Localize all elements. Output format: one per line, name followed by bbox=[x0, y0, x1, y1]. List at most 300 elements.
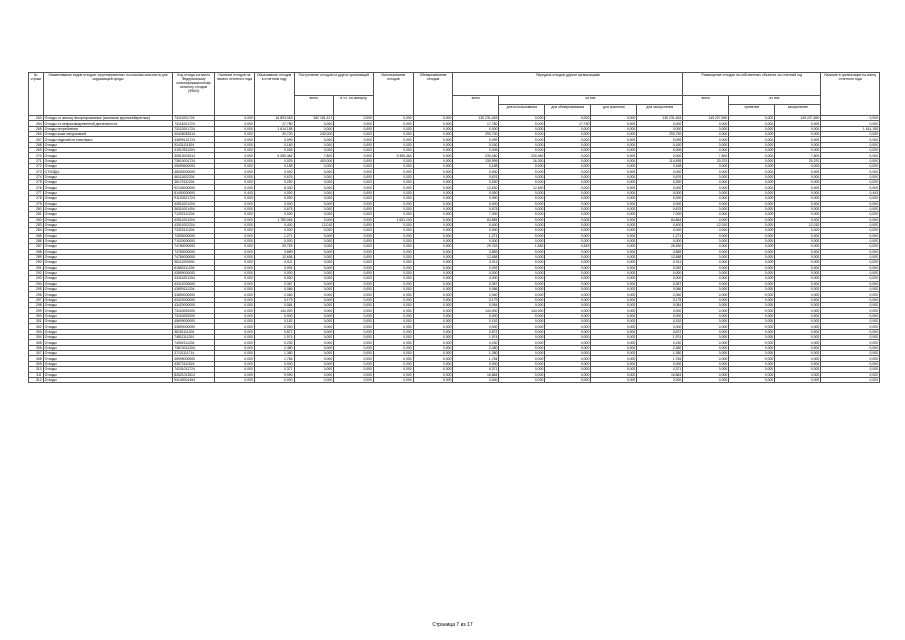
row-value-cell: 0,000 bbox=[413, 319, 453, 324]
row-value-cell: 0,000 bbox=[373, 132, 413, 137]
row-value-cell: 0,000 bbox=[215, 238, 255, 243]
row-value-cell: 0,000 bbox=[729, 137, 775, 142]
row-value-cell: 0,000 bbox=[637, 238, 683, 243]
row-fkko-code: 74592111204 bbox=[173, 340, 215, 345]
row-value-cell: 1 614,155 bbox=[821, 126, 880, 131]
row-value-cell: 0,000 bbox=[821, 367, 880, 372]
row-value-cell: 0,000 bbox=[334, 222, 374, 227]
row-value-cell: 0,000 bbox=[294, 372, 334, 377]
row-fkko-code: 43899000000 bbox=[173, 270, 215, 275]
row-value-cell: 262 151,317 bbox=[294, 116, 334, 121]
row-value-cell: 0,000 bbox=[254, 228, 294, 233]
row-value-cell: 3,889 bbox=[453, 249, 499, 254]
row-fkko-code: 92431111524 bbox=[173, 142, 215, 147]
row-value-cell: 144,000 bbox=[499, 308, 545, 313]
row-value-cell: 0,000 bbox=[294, 281, 334, 286]
row-value-cell: 0,000 bbox=[591, 137, 637, 142]
row-value-cell: 0,000 bbox=[294, 303, 334, 308]
row-value-cell: 0,000 bbox=[545, 329, 591, 334]
row-value-cell: 0,000 bbox=[729, 185, 775, 190]
row-waste-name: Отходы bbox=[43, 254, 173, 259]
row-fkko-code: 74784000000 bbox=[173, 254, 215, 259]
row-value-cell: 0,011 bbox=[637, 260, 683, 265]
row-value-cell: 0,000 bbox=[821, 287, 880, 292]
row-value-cell: 0,000 bbox=[453, 313, 499, 318]
row-value-cell: 0,000 bbox=[215, 345, 255, 350]
row-value-cell: 0,000 bbox=[254, 238, 294, 243]
row-fkko-code: 43511001204 bbox=[173, 201, 215, 206]
row-fkko-code: 72830000000 bbox=[173, 233, 215, 238]
row-value-cell: 0,000 bbox=[334, 142, 374, 147]
col-transfer-incl: из них: bbox=[499, 96, 683, 105]
row-value-cell: 0,000 bbox=[591, 121, 637, 126]
row-value-cell: 0,000 bbox=[453, 324, 499, 329]
row-fkko-code: 43890000000 bbox=[173, 292, 215, 297]
row-value-cell: 2,480 bbox=[254, 345, 294, 350]
row-value-cell: 0,000 bbox=[499, 212, 545, 217]
row-number: 283 bbox=[29, 222, 44, 227]
row-number: 277 bbox=[29, 190, 44, 195]
row-value-cell: 0,000 bbox=[729, 206, 775, 211]
row-value-cell: 0,179 bbox=[254, 297, 294, 302]
row-value-cell: 114,695 bbox=[637, 158, 683, 163]
row-value-cell: 0,000 bbox=[545, 148, 591, 153]
row-value-cell: 0,000 bbox=[294, 329, 334, 334]
row-value-cell: 0,000 bbox=[729, 287, 775, 292]
row-waste-name: Отходы bbox=[43, 260, 173, 265]
row-value-cell: 0,000 bbox=[334, 185, 374, 190]
row-value-cell: 0,000 bbox=[373, 329, 413, 334]
row-value-cell: 0,000 bbox=[729, 361, 775, 366]
row-waste-name: Отходы bbox=[43, 212, 173, 217]
row-value-cell: 0,000 bbox=[683, 335, 729, 340]
row-value-cell: 0,000 bbox=[334, 372, 374, 377]
row-value-cell: 0,000 bbox=[591, 142, 637, 147]
row-value-cell: 0,000 bbox=[373, 361, 413, 366]
row-value-cell: 0,000 bbox=[373, 244, 413, 249]
row-value-cell: 0,000 bbox=[591, 297, 637, 302]
row-value-cell: 0,000 bbox=[373, 335, 413, 340]
row-value-cell: 16,864 bbox=[637, 372, 683, 377]
row-value-cell: 0,000 bbox=[294, 137, 334, 142]
row-value-cell: 0,000 bbox=[215, 265, 255, 270]
row-value-cell: 0,872 bbox=[637, 329, 683, 334]
row-fkko-code: 45699600000 bbox=[173, 164, 215, 169]
row-value-cell: 0,000 bbox=[683, 148, 729, 153]
row-value-cell: 0,000 bbox=[294, 260, 334, 265]
row-number: 290 bbox=[29, 260, 44, 265]
row-value-cell: 16 893,063 bbox=[254, 116, 294, 121]
row-value-cell: 0,000 bbox=[729, 265, 775, 270]
row-value-cell: 0,000 bbox=[683, 249, 729, 254]
col-start: Наличие отходов на начало отчетного года bbox=[215, 73, 255, 116]
row-value-cell: 0,000 bbox=[821, 276, 880, 281]
row-value-cell: 0,084 bbox=[254, 303, 294, 308]
row-value-cell: 0,000 bbox=[545, 190, 591, 195]
row-value-cell: 0,000 bbox=[373, 297, 413, 302]
row-value-cell: 0,000 bbox=[729, 126, 775, 131]
row-value-cell: 0,000 bbox=[821, 212, 880, 217]
row-value-cell: 0,000 bbox=[215, 254, 255, 259]
table-body bbox=[29, 116, 880, 383]
row-value-cell: 20,370 bbox=[683, 158, 729, 163]
row-fkko-code: 41912511204 bbox=[173, 148, 215, 153]
row-value-cell: 0,000 bbox=[254, 169, 294, 174]
row-value-cell: 0,099 bbox=[637, 137, 683, 142]
row-value-cell: 0,000 bbox=[683, 254, 729, 259]
row-value-cell: 0,000 bbox=[775, 377, 821, 382]
row-value-cell: 0,000 bbox=[775, 233, 821, 238]
row-value-cell: 0,000 bbox=[821, 121, 880, 126]
row-value-cell: 0,000 bbox=[683, 297, 729, 302]
row-value-cell: 0,000 bbox=[729, 281, 775, 286]
row-value-cell: 0,006 bbox=[453, 148, 499, 153]
row-value-cell: 1 780,064 bbox=[254, 217, 294, 222]
row-fkko-code: 43511002204 bbox=[173, 222, 215, 227]
row-number: 298 bbox=[29, 303, 44, 308]
row-value-cell: 0,160 bbox=[637, 142, 683, 147]
row-value-cell: 3,889 bbox=[254, 249, 294, 254]
row-value-cell: 0,000 bbox=[413, 185, 453, 190]
row-value-cell: 0,000 bbox=[334, 287, 374, 292]
row-value-cell: 0,000 bbox=[729, 303, 775, 308]
row-value-cell: 0,000 bbox=[453, 377, 499, 382]
col-transfer-neutral: для обезвреживания bbox=[545, 105, 591, 116]
row-value-cell: 0,000 bbox=[821, 356, 880, 361]
row-value-cell: 0,000 bbox=[413, 164, 453, 169]
row-value-cell: 0,000 bbox=[215, 137, 255, 142]
col-used: Использование отходов bbox=[373, 73, 413, 116]
row-value-cell: 0,179 bbox=[453, 297, 499, 302]
row-waste-name: Отходы от непроизводственной деятельности bbox=[43, 121, 173, 126]
row-value-cell: 0,000 bbox=[775, 238, 821, 243]
row-value-cell: 0,000 bbox=[729, 164, 775, 169]
row-value-cell: 0,000 bbox=[334, 254, 374, 259]
row-value-cell: 0,000 bbox=[413, 372, 453, 377]
row-value-cell: 0,000 bbox=[591, 206, 637, 211]
row-value-cell: 0,000 bbox=[729, 196, 775, 201]
row-value-cell: 0,000 bbox=[215, 217, 255, 222]
row-value-cell: 0,000 bbox=[545, 308, 591, 313]
row-value-cell: 0,000 bbox=[545, 180, 591, 185]
row-value-cell: 0,000 bbox=[294, 292, 334, 297]
row-value-cell: 0,000 bbox=[413, 324, 453, 329]
row-value-cell: 0,371 bbox=[254, 367, 294, 372]
row-value-cell: 0,000 bbox=[821, 196, 880, 201]
row-value-cell: 0,000 bbox=[294, 351, 334, 356]
row-value-cell: 0,000 bbox=[499, 222, 545, 227]
row-number: 270 bbox=[29, 153, 44, 158]
row-value-cell: 0,000 bbox=[775, 180, 821, 185]
row-value-cell: 0,000 bbox=[499, 201, 545, 206]
row-value-cell: 0,000 bbox=[413, 196, 453, 201]
row-value-cell: 0,000 bbox=[373, 345, 413, 350]
row-value-cell: 0,000 bbox=[413, 254, 453, 259]
row-value-cell: 0,000 bbox=[215, 196, 255, 201]
row-value-cell: 0,000 bbox=[545, 361, 591, 366]
row-value-cell: 0,000 bbox=[499, 351, 545, 356]
row-value-cell: 0,000 bbox=[373, 169, 413, 174]
row-value-cell: 0,000 bbox=[413, 297, 453, 302]
row-value-cell: 0,000 bbox=[334, 297, 374, 302]
row-value-cell: 0,000 bbox=[334, 132, 374, 137]
row-value-cell: 0,000 bbox=[591, 217, 637, 222]
row-value-cell: 0,000 bbox=[591, 303, 637, 308]
row-value-cell: 0,000 bbox=[545, 222, 591, 227]
row-value-cell: 0,000 bbox=[545, 335, 591, 340]
row-value-cell: 0,000 bbox=[413, 270, 453, 275]
row-value-cell: 0,000 bbox=[413, 356, 453, 361]
row-value-cell: 0,000 bbox=[821, 340, 880, 345]
row-value-cell: 0,000 bbox=[334, 228, 374, 233]
row-value-cell: 0,000 bbox=[499, 190, 545, 195]
row-value-cell: 0,000 bbox=[499, 319, 545, 324]
row-value-cell: 0,000 bbox=[294, 313, 334, 318]
row-value-cell: 0,000 bbox=[294, 265, 334, 270]
row-value-cell: 0,000 bbox=[334, 121, 374, 126]
row-waste-name: Отходы bbox=[43, 361, 173, 366]
row-value-cell: 0,000 bbox=[334, 126, 374, 131]
row-value-cell: 144,000 bbox=[254, 308, 294, 313]
row-value-cell: 0,000 bbox=[821, 313, 880, 318]
row-value-cell: 5 350,464 bbox=[373, 153, 413, 158]
row-value-cell: 0,000 bbox=[334, 190, 374, 195]
row-value-cell: 0,000 bbox=[294, 249, 334, 254]
row-value-cell: 2,060 bbox=[254, 292, 294, 297]
row-value-cell: 0,000 bbox=[775, 345, 821, 350]
row-fkko-code: 43412000000 bbox=[173, 281, 215, 286]
row-value-cell: 0,000 bbox=[254, 313, 294, 318]
row-value-cell: 0,000 bbox=[334, 164, 374, 169]
row-value-cell: 0,011 bbox=[453, 260, 499, 265]
row-value-cell: 0,000 bbox=[373, 233, 413, 238]
row-value-cell: 0,000 bbox=[729, 238, 775, 243]
row-value-cell: 0,000 bbox=[591, 190, 637, 195]
row-value-cell: 0,000 bbox=[294, 367, 334, 372]
row-value-cell: 0,000 bbox=[453, 169, 499, 174]
row-value-cell: 0,230 bbox=[637, 340, 683, 345]
row-value-cell: 0,000 bbox=[821, 238, 880, 243]
row-value-cell: 0,000 bbox=[683, 217, 729, 222]
row-value-cell: 0,000 bbox=[215, 206, 255, 211]
row-waste-name: Отходы bbox=[43, 303, 173, 308]
row-value-cell: 0,000 bbox=[334, 180, 374, 185]
row-value-cell: 0,000 bbox=[545, 356, 591, 361]
row-value-cell: 0,000 bbox=[821, 137, 880, 142]
row-fkko-code: 45999000000 bbox=[173, 356, 215, 361]
row-value-cell: 0,000 bbox=[499, 169, 545, 174]
row-value-cell: 0,000 bbox=[591, 340, 637, 345]
row-value-cell: 0,000 bbox=[373, 254, 413, 259]
row-value-cell: 0,676 bbox=[637, 174, 683, 179]
row-value-cell: 0,000 bbox=[591, 212, 637, 217]
row-value-cell: 0,230 bbox=[453, 340, 499, 345]
row-value-cell: 0,000 bbox=[373, 164, 413, 169]
row-value-cell: 0,000 bbox=[591, 153, 637, 158]
row-value-cell: 0,000 bbox=[334, 319, 374, 324]
row-value-cell: 0,000 bbox=[591, 345, 637, 350]
row-fkko-code: 43411001204 bbox=[173, 276, 215, 281]
row-value-cell: 0,000 bbox=[373, 212, 413, 217]
row-value-cell: 1,784 bbox=[453, 356, 499, 361]
row-value-cell: 0,400 bbox=[453, 222, 499, 227]
row-value-cell: 0,000 bbox=[215, 319, 255, 324]
row-value-cell: 0,000 bbox=[729, 367, 775, 372]
row-value-cell: 0,000 bbox=[637, 190, 683, 195]
row-value-cell: 0,000 bbox=[294, 270, 334, 275]
col-transfer-store: для хранения bbox=[591, 105, 637, 116]
row-value-cell: 0,000 bbox=[373, 222, 413, 227]
row-waste-name: Отходы bbox=[43, 180, 173, 185]
row-value-cell: 0,000 bbox=[215, 340, 255, 345]
row-number: 288 bbox=[29, 249, 44, 254]
row-value-cell: 0,000 bbox=[294, 190, 334, 195]
row-waste-name: Отходы bbox=[43, 148, 173, 153]
row-value-cell: 0,000 bbox=[821, 180, 880, 185]
row-value-cell: 0,000 bbox=[729, 148, 775, 153]
row-value-cell: 0,000 bbox=[413, 340, 453, 345]
row-value-cell: 0,000 bbox=[729, 174, 775, 179]
row-value-cell: 0,000 bbox=[453, 361, 499, 366]
row-value-cell: 0,000 bbox=[775, 351, 821, 356]
row-fkko-code: 43899131724 bbox=[173, 137, 215, 142]
row-value-cell: 0,000 bbox=[545, 126, 591, 131]
row-value-cell: 149 227,690 bbox=[683, 116, 729, 121]
row-value-cell: 0,000 bbox=[373, 265, 413, 270]
row-value-cell: 0,000 bbox=[334, 377, 374, 382]
row-value-cell: 0,000 bbox=[775, 372, 821, 377]
row-value-cell: 0,000 bbox=[294, 287, 334, 292]
row-value-cell: 0,000 bbox=[683, 137, 729, 142]
row-value-cell: 0,188 bbox=[637, 164, 683, 169]
row-value-cell: 0,000 bbox=[413, 287, 453, 292]
row-value-cell: 0,152 bbox=[637, 319, 683, 324]
row-value-cell: 0,000 bbox=[775, 201, 821, 206]
row-waste-name: Отходы bbox=[43, 201, 173, 206]
row-value-cell: 0,000 bbox=[545, 201, 591, 206]
row-value-cell: 0,000 bbox=[334, 212, 374, 217]
row-waste-name: Отходы bbox=[43, 233, 173, 238]
row-value-cell: 0,000 bbox=[413, 116, 453, 121]
row-waste-name: Отходы bbox=[43, 238, 173, 243]
row-value-cell: 0,000 bbox=[215, 356, 255, 361]
row-value-cell: 0,000 bbox=[413, 153, 453, 158]
row-value-cell: 0,160 bbox=[453, 142, 499, 147]
row-value-cell: 0,000 bbox=[591, 244, 637, 249]
row-value-cell: 0,000 bbox=[413, 212, 453, 217]
row-value-cell: 0,000 bbox=[499, 287, 545, 292]
row-value-cell: 0,025 bbox=[254, 158, 294, 163]
row-value-cell: 0,000 bbox=[683, 180, 729, 185]
row-value-cell: 0,000 bbox=[729, 356, 775, 361]
row-value-cell: 0,000 bbox=[591, 313, 637, 318]
row-number: 311 bbox=[29, 372, 44, 377]
row-value-cell: 0,000 bbox=[413, 158, 453, 163]
row-value-cell: 0,000 bbox=[729, 132, 775, 137]
row-value-cell: 0,000 bbox=[591, 292, 637, 297]
row-value-cell: 0,000 bbox=[373, 303, 413, 308]
row-value-cell: 0,000 bbox=[821, 297, 880, 302]
row-value-cell: 1 631,103 bbox=[373, 217, 413, 222]
row-value-cell: 0,371 bbox=[637, 367, 683, 372]
row-value-cell: 0,000 bbox=[334, 196, 374, 201]
row-value-cell: 0,000 bbox=[683, 372, 729, 377]
row-number: 264 bbox=[29, 121, 44, 126]
row-value-cell: 2,480 bbox=[453, 345, 499, 350]
row-fkko-code: 43420000000 bbox=[173, 303, 215, 308]
row-value-cell: 0,000 bbox=[294, 276, 334, 281]
row-value-cell: 0,371 bbox=[453, 367, 499, 372]
row-value-cell: 0,000 bbox=[413, 201, 453, 206]
row-value-cell: 0,000 bbox=[775, 212, 821, 217]
row-value-cell: 0,000 bbox=[637, 153, 683, 158]
row-number: 276 bbox=[29, 185, 44, 190]
row-value-cell: 0,086 bbox=[637, 287, 683, 292]
row-value-cell: 0,000 bbox=[729, 377, 775, 382]
row-value-cell: 0,000 bbox=[294, 297, 334, 302]
row-value-cell: 0,000 bbox=[545, 174, 591, 179]
row-value-cell: 0,000 bbox=[591, 270, 637, 275]
row-waste-name: Отходы bbox=[43, 340, 173, 345]
row-value-cell: 0,000 bbox=[334, 351, 374, 356]
row-value-cell: 0,000 bbox=[334, 276, 374, 281]
row-waste-name: Отходы bbox=[43, 244, 173, 249]
row-number: 303 bbox=[29, 329, 44, 334]
row-value-cell: 0,000 bbox=[591, 361, 637, 366]
row-value-cell: 0,000 bbox=[499, 148, 545, 153]
row-value-cell: 0,000 bbox=[215, 201, 255, 206]
row-value-cell: 0,000 bbox=[591, 287, 637, 292]
row-value-cell: 0,000 bbox=[294, 233, 334, 238]
row-value-cell: 0,000 bbox=[294, 244, 334, 249]
row-value-cell: 0,000 bbox=[499, 356, 545, 361]
row-value-cell: 0,000 bbox=[683, 190, 729, 195]
row-value-cell: 0,000 bbox=[729, 201, 775, 206]
row-value-cell: 0,000 bbox=[545, 292, 591, 297]
row-value-cell: 0,000 bbox=[334, 148, 374, 153]
row-value-cell: 0,000 bbox=[729, 276, 775, 281]
row-fkko-code: 61890111204 bbox=[173, 265, 215, 270]
row-value-cell: 0,000 bbox=[413, 206, 453, 211]
waste-report-table bbox=[28, 72, 880, 383]
row-value-cell: 1,582 bbox=[499, 244, 545, 249]
row-value-cell: 0,160 bbox=[254, 142, 294, 147]
row-value-cell: 0,000 bbox=[373, 201, 413, 206]
row-value-cell: 84,865 bbox=[453, 217, 499, 222]
row-value-cell: 2,060 bbox=[637, 292, 683, 297]
row-value-cell: 0,000 bbox=[821, 303, 880, 308]
row-value-cell: 0,000 bbox=[821, 351, 880, 356]
row-value-cell: 0,000 bbox=[775, 164, 821, 169]
col-neutralized: Обезвреживание отходов bbox=[413, 73, 453, 116]
table-row bbox=[29, 377, 880, 382]
row-value-cell: 0,000 bbox=[373, 308, 413, 313]
row-waste-name: Отходы bbox=[43, 265, 173, 270]
col-transfer-use: для использования bbox=[499, 105, 545, 116]
row-value-cell: 0,000 bbox=[254, 190, 294, 195]
row-value-cell: 0,000 bbox=[294, 196, 334, 201]
row-value-cell: 0,000 bbox=[294, 238, 334, 243]
row-value-cell: 0,000 bbox=[821, 233, 880, 238]
row-value-cell: 0,188 bbox=[254, 164, 294, 169]
row-value-cell: 0,000 bbox=[775, 174, 821, 179]
row-value-cell: 0,000 bbox=[683, 201, 729, 206]
row-waste-name: Отходы bbox=[43, 196, 173, 201]
row-value-cell: 0,000 bbox=[334, 233, 374, 238]
row-value-cell: 0,000 bbox=[373, 121, 413, 126]
row-value-cell: 0,000 bbox=[729, 121, 775, 126]
row-number: 269 bbox=[29, 148, 44, 153]
